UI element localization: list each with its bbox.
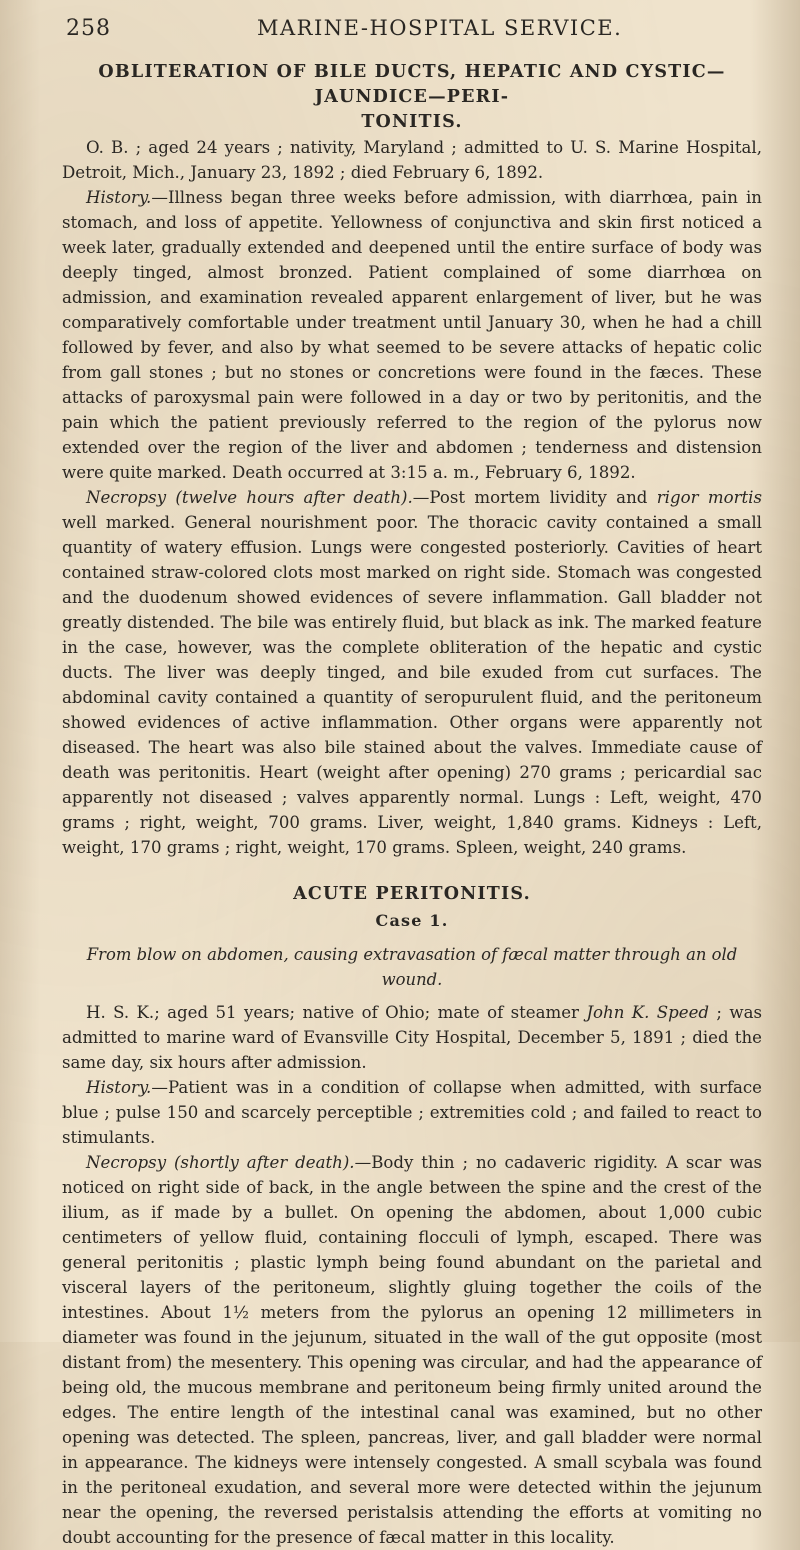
section-heading-2: ACUTE PERITONITIS. (293, 884, 531, 904)
case-subtitle: From blow on abdomen, causing extravasation of fæcal matter through an old wound. (86, 945, 738, 989)
running-title: MARINE-HOSPITAL SERVICE. (257, 16, 623, 40)
history-label: History. (86, 188, 152, 207)
intro-text-a: H. S. K.; aged 51 years; native of Ohio; mate of steamer (86, 1003, 587, 1022)
case-number: Case 1. (375, 911, 449, 930)
case-intro: O. B. ; aged 24 years ; nativity, Maryland ; admitted to U. S. Marine Hospital, Detroit, Mich., January 23, 1892 ; died February 6, 1892. (62, 138, 762, 182)
section-acute-peritonitis (62, 882, 762, 1550)
necropsy-label-2: Necropsy (shortly after death). (86, 1153, 355, 1172)
necropsy-rigor: rigor mortis (656, 488, 762, 507)
ship-name: John K. Speed (586, 1003, 710, 1022)
history-text: —Illness began three weeks before admission, with diarrhœa, pain in stomach, and loss of appetite. Yellowness of conjunctiva and skin first noticed a week later, gradually extended and deepened until the entire surface of body was deeply tinged, almost bronzed. Patient complained of some diarrhœa on admission, and examination revealed apparent enlargement of liver, but he was comparatively comfortable under treatment until January 30, when he had a chill followed by fever, and also by what seemed to be severe attacks of hepatic colic from gall stones ; but no stones or concretions were found in the fæces. These attacks of paroxysmal pain were followed in a day or two by peritonitis, and the pain which the patient previously referred to the region of the pylorus now extended over the region of the liver and abdomen ; tenderness and distension were quite marked. Death occurred at 3:15 a. m., February 6, 1892. (62, 188, 762, 482)
history-label-2: History. (86, 1078, 152, 1097)
necropsy-text-a: —Post mortem lividity and (412, 488, 657, 507)
necropsy-label: Necropsy (twelve hours after death). (86, 488, 413, 507)
page-number: 258 (66, 16, 111, 41)
book-page (62, 0, 762, 1550)
necropsy-text-2: —Body thin ; no cadaveric rigidity. A scar was noticed on right side of back, in the angle between the spine and the crest of the ilium, as if made by a bullet. On opening the abdomen, about 1,000 cubic centimeters of yellow fluid, containing flocculi of lymph, escaped. There was general peritonitis ; plastic lymph being found abundant on the parietal and visceral layers of the peritoneum, slightly gluing together the coils of the intestines. About 1½ meters from the pylorus an opening 12 millimeters in diameter was found in the jejunum, situated in the wall of the gut opposite (most distant from) the mesentery. This opening was circular, and had the appearance of being old, the mucous membrane and peritoneum being firmly united around the edges. The entire length of the intestinal canal was examined, but no other opening was detected. The spleen, pancreas, liver, and gall bladder were normal in appearance. The kidneys were intensely congested. A small scybala was found in the peritoneal exudation, and several more were detected within the jejunum near the opening, the reversed peristalsis attending the efforts at vomiting no doubt accounting for the presence of fæcal matter in this locality. (62, 1153, 762, 1547)
history-text-2: —Patient was in a condition of collapse when admitted, with surface blue ; pulse 150 and scarcely perceptible ; extremities cold ; and failed to react to stimulants. (62, 1078, 762, 1147)
section-obliteration (62, 60, 762, 860)
necropsy-text-b: well marked. General nourishment poor. The thoracic cavity contained a small quantity of watery effusion. Lungs were congested posteriorly. Cavities of heart contained straw-colored clots most marked on right side. Stomach was congested and the duodenum showed evidences of severe inflammation. Gall bladder not greatly distended. The bile was entirely fluid, but black as ink. The marked feature in the case, however, was the complete obliteration of the hepatic and cystic ducts. The liver was deeply tinged, and bile exuded from cut surfaces. The abdominal cavity contained a quantity of seropurulent fluid, and the peritoneum showed evidences of active inflammation. Other organs were apparently not diseased. The heart was also bile stained about the valves. Immediate cause of death was peritonitis. Heart (weight after opening) 270 grams ; pericardial sac apparently not diseased ; valves apparently normal. Lungs : Left, weight, 470 grams ; right, weight, 700 grams. Liver, weight, 1,840 grams. Kidneys : Left, weight, 170 grams ; right, weight, 170 grams. Spleen, weight, 240 grams. (62, 513, 762, 857)
section-heading (62, 60, 762, 135)
section-heading-line2: TONITIS. (361, 112, 463, 132)
necropsy-paragraph-2 (62, 1150, 762, 1550)
necropsy-paragraph (62, 485, 762, 860)
intro-text-b: ; was admitted to marine ward of Evansville City Hospital, December 5, 1891 ; died the same day, six hours after admission. (62, 1003, 763, 1072)
running-head (62, 10, 762, 60)
section-heading-line1: OBLITERATION OF BILE DUCTS, HEPATIC AND CYSTIC—JAUNDICE—PERI- (98, 62, 726, 107)
history-paragraph (62, 185, 762, 485)
history-paragraph-2 (62, 1075, 762, 1150)
case-intro-2 (62, 1000, 762, 1075)
